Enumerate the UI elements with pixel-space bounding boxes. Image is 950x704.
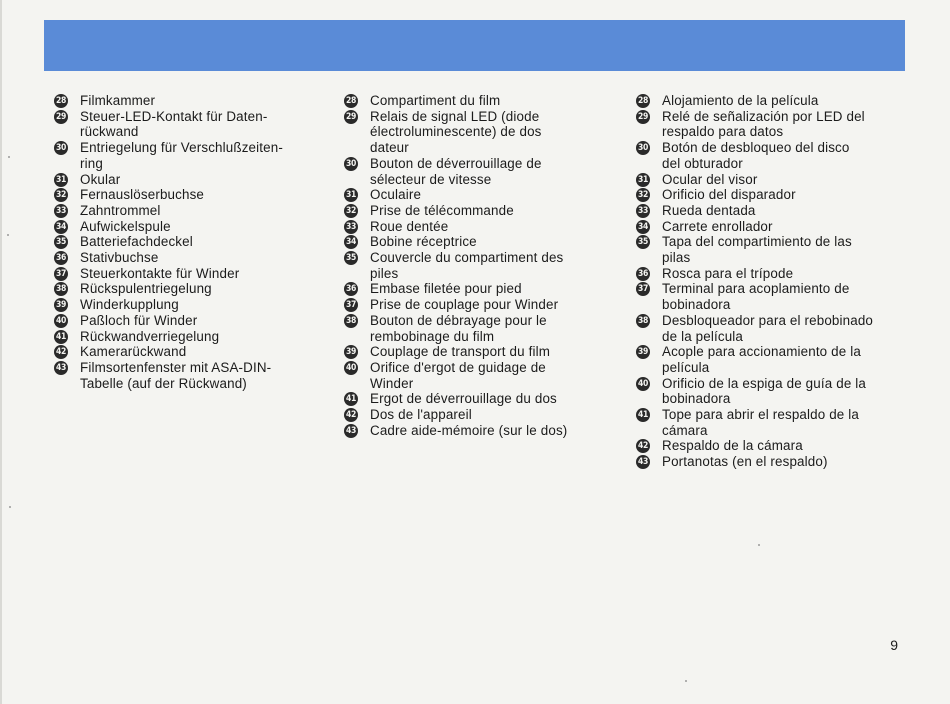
item-number-badge: 38	[637, 315, 649, 326]
parts-list-french	[344, 93, 609, 438]
list-item	[344, 203, 609, 219]
item-number-badge: 33	[55, 205, 67, 216]
item-number-badge: 39	[55, 300, 67, 311]
item-number-badge: 43	[637, 457, 649, 468]
item-label: Botón de desbloqueo del disco del obturador	[662, 140, 850, 171]
item-label: Couvercle du compartiment des piles	[370, 250, 564, 281]
item-number-badge: 38	[55, 284, 67, 295]
item-number-badge: 35	[345, 253, 357, 264]
item-label: Relé de señalización por LED del respaldo para datos	[662, 108, 865, 140]
item-number-badge: 43	[345, 425, 357, 436]
item-label: Rosca para el trípode	[662, 265, 794, 281]
list-item	[636, 266, 906, 282]
item-label: Portanotas (en el respaldo)	[662, 454, 828, 470]
item-label: Prise de couplage pour Winder	[370, 297, 559, 313]
item-label: Bouton de déverrouillage de sélecteur de vitesse	[370, 155, 542, 187]
item-label: Winderkupplung	[80, 297, 179, 313]
item-label: Filmsortenfenster mit ASA-DIN- Tabelle (auf der Rückwand)	[80, 359, 272, 391]
item-number-badge: 38	[345, 315, 357, 326]
item-number-badge: 28	[637, 96, 649, 106]
item-label: Steuer-LED-Kontakt für Daten- rückwand	[80, 108, 268, 140]
item-label: Batteriefachdeckel	[80, 234, 193, 250]
item-number-badge: 37	[55, 268, 67, 279]
item-number-badge: 39	[637, 347, 649, 358]
item-label: Respaldo de la cámara	[662, 438, 803, 454]
item-number-badge: 33	[345, 221, 357, 232]
item-number-badge: 28	[55, 96, 67, 106]
item-number-badge: 30	[637, 143, 649, 154]
item-number-badge: 40	[345, 362, 357, 373]
item-number-badge: 34	[637, 221, 649, 232]
list-item	[344, 281, 609, 297]
item-label: Orificio del disparador	[662, 187, 796, 203]
item-label: Zahntrommel	[80, 202, 161, 218]
list-item	[344, 93, 609, 109]
item-label: Fernauslöserbuchse	[80, 187, 205, 203]
item-number-badge: 35	[637, 237, 649, 248]
list-item	[54, 140, 324, 171]
list-item	[636, 140, 906, 171]
item-label: Kamerarückwand	[80, 344, 187, 360]
list-item	[54, 172, 324, 188]
item-number-badge: 37	[345, 300, 357, 311]
list-item	[636, 281, 906, 312]
list-item	[54, 297, 324, 313]
list-item	[344, 360, 609, 391]
item-label: Carrete enrollador	[662, 218, 773, 234]
list-item	[636, 93, 906, 109]
item-number-badge: 32	[345, 205, 357, 216]
item-number-badge: 40	[637, 378, 649, 389]
list-item	[54, 109, 324, 140]
item-number-badge: 29	[637, 111, 649, 122]
item-label: Rueda dentada	[662, 202, 756, 218]
item-number-badge: 34	[55, 221, 67, 232]
list-item	[636, 407, 906, 438]
list-item	[54, 360, 324, 391]
list-item	[344, 313, 609, 344]
list-item	[54, 203, 324, 219]
list-item	[636, 313, 906, 344]
item-label: Bouton de débrayage pour le rembobinage du film	[370, 312, 547, 344]
list-item	[636, 376, 906, 407]
item-number-badge: 30	[345, 158, 357, 169]
list-item	[54, 93, 324, 109]
list-item	[636, 219, 906, 235]
paper-speck	[9, 506, 11, 508]
list-item	[636, 172, 906, 188]
list-item	[636, 454, 906, 470]
item-number-badge: 36	[345, 284, 357, 295]
item-number-badge: 30	[55, 143, 67, 154]
item-label: Bobine réceptrice	[370, 234, 477, 250]
item-label: Roue dentée	[370, 218, 449, 234]
list-item	[54, 219, 324, 235]
item-number-badge: 43	[55, 362, 67, 373]
paper-speck	[758, 544, 760, 546]
item-number-badge: 41	[55, 331, 67, 342]
item-label: Cadre aide-mémoire (sur le dos)	[370, 422, 568, 438]
list-item	[344, 391, 609, 407]
item-number-badge: 31	[637, 174, 649, 185]
list-item	[344, 109, 609, 156]
item-label: Oculaire	[370, 187, 422, 203]
item-label: Stativbuchse	[80, 250, 159, 266]
list-item	[636, 109, 906, 140]
paper-speck	[685, 680, 687, 682]
list-item	[54, 234, 324, 250]
list-item	[344, 234, 609, 250]
item-label: Prise de télécommande	[370, 202, 514, 218]
page-number: 9	[890, 637, 898, 653]
header-color-band	[44, 20, 905, 71]
item-number-badge: 29	[345, 111, 357, 122]
item-number-badge: 28	[345, 96, 357, 106]
item-number-badge: 36	[55, 253, 67, 264]
item-label: Paßloch für Winder	[80, 312, 198, 328]
item-label: Aufwickelspule	[80, 218, 171, 234]
list-item	[54, 250, 324, 266]
list-item	[54, 281, 324, 297]
item-number-badge: 42	[637, 441, 649, 452]
item-label: Compartiment du film	[370, 93, 501, 108]
item-label: Dos de l'appareil	[370, 407, 472, 423]
item-number-badge: 36	[637, 268, 649, 279]
item-number-badge: 33	[637, 205, 649, 216]
item-label: Filmkammer	[80, 93, 156, 108]
item-label: Ocular del visor	[662, 171, 758, 187]
item-number-badge: 42	[55, 347, 67, 358]
item-number-badge: 41	[637, 410, 649, 421]
item-number-badge: 37	[637, 284, 649, 295]
item-number-badge: 29	[55, 111, 67, 122]
list-item	[636, 438, 906, 454]
list-item	[344, 156, 609, 187]
list-item	[344, 219, 609, 235]
parts-list-spanish	[636, 93, 906, 470]
item-label: Relais de signal LED (diode électroluminescente) de dos dateur	[370, 108, 542, 156]
list-item	[54, 344, 324, 360]
item-label: Steuerkontakte für Winder	[80, 265, 240, 281]
list-item	[636, 187, 906, 203]
item-number-badge: 31	[345, 190, 357, 201]
list-item	[344, 297, 609, 313]
item-label: Acople para accionamiento de la película	[662, 344, 861, 375]
item-label: Alojamiento de la película	[662, 93, 819, 108]
list-item	[344, 407, 609, 423]
item-number-badge: 41	[345, 394, 357, 405]
item-label: Orifice d'ergot de guidage de Winder	[370, 359, 546, 391]
list-item	[636, 234, 906, 265]
item-label: Tope para abrir el respaldo de la cámara	[662, 407, 860, 438]
list-item	[54, 313, 324, 329]
item-label: Ergot de déverrouillage du dos	[370, 391, 557, 407]
item-number-badge: 42	[345, 410, 357, 421]
paper-speck	[7, 234, 9, 236]
paper-speck	[8, 156, 10, 158]
item-label: Orificio de la espiga de guía de la bobinadora	[662, 375, 867, 407]
item-number-badge: 39	[345, 347, 357, 358]
list-item	[54, 329, 324, 345]
item-label: Rückwandverriegelung	[80, 328, 220, 344]
list-item	[344, 250, 609, 281]
item-label: Okular	[80, 171, 121, 187]
item-label: Terminal para acoplamiento de bobinadora	[662, 281, 850, 313]
item-number-badge: 32	[637, 190, 649, 201]
list-item	[636, 344, 906, 375]
item-number-badge: 31	[55, 174, 67, 185]
item-number-badge: 34	[345, 237, 357, 248]
list-item	[344, 344, 609, 360]
item-number-badge: 40	[55, 315, 67, 326]
item-label: Couplage de transport du film	[370, 344, 551, 360]
item-label: Desbloqueador para el rebobinado de la película	[662, 312, 874, 344]
item-label: Tapa del compartimiento de las pilas	[662, 234, 852, 266]
item-label: Rückspulentriegelung	[80, 281, 212, 297]
list-item	[54, 187, 324, 203]
item-number-badge: 35	[55, 237, 67, 248]
item-label: Entriegelung für Verschlußzeiten- ring	[80, 140, 283, 171]
list-item	[344, 423, 609, 439]
item-label: Embase filetée pour pied	[370, 281, 522, 297]
parts-list-german	[54, 93, 324, 391]
list-item	[636, 203, 906, 219]
list-item	[344, 187, 609, 203]
list-item	[54, 266, 324, 282]
item-number-badge: 32	[55, 190, 67, 201]
